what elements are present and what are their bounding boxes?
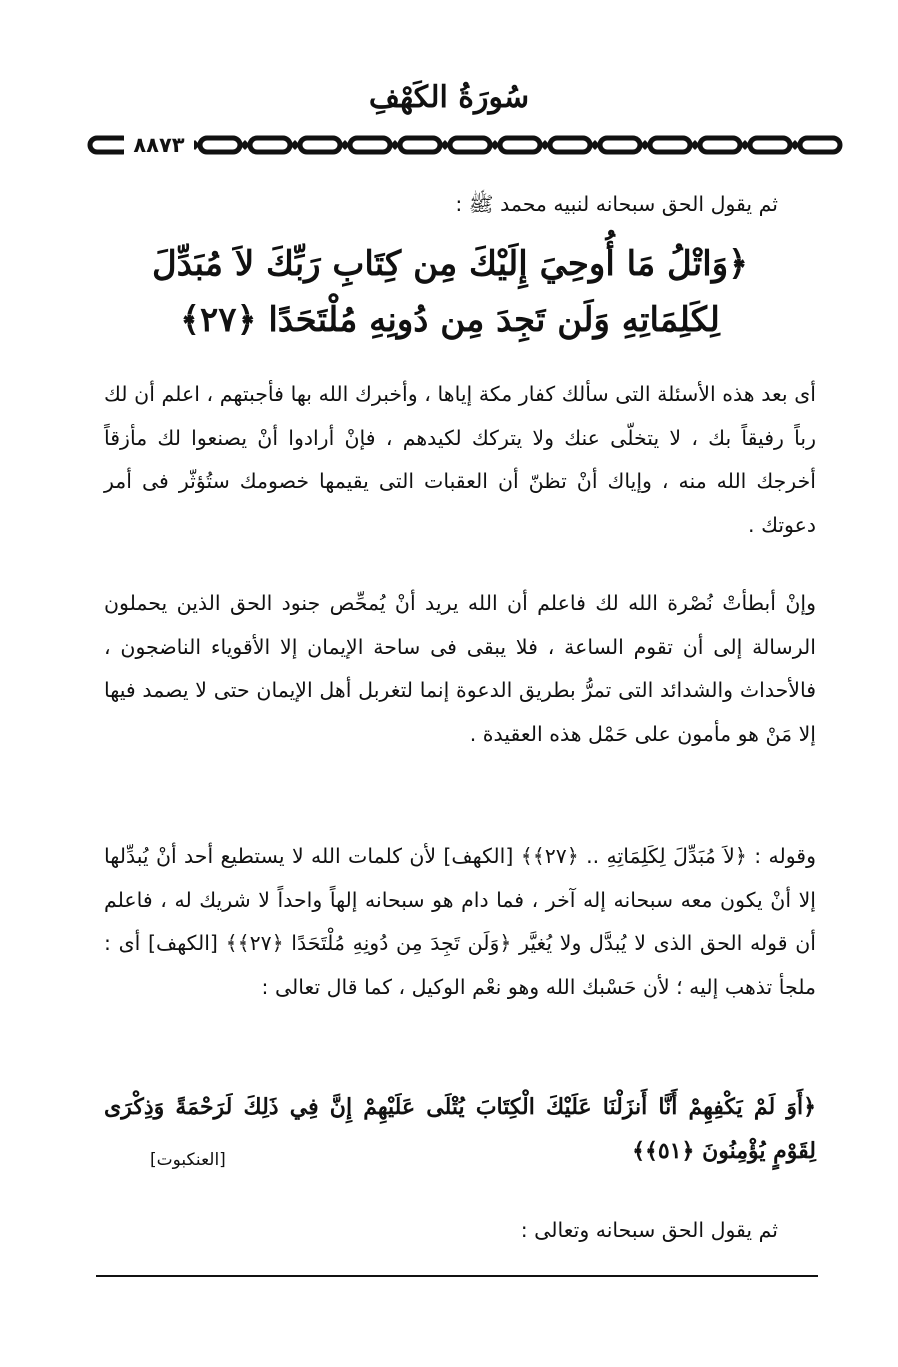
- ornament-chain-icon: [84, 130, 844, 160]
- paragraph-1: أى بعد هذه الأسئلة التى سألك كفار مكة إياها ، وأخبرك الله بها فأجبتهم ، اعلم أن لك رباً رفيقاً بك ، لا يتخلّى عنك ولا يتركك لكيدهم ، فإنْ أرادوا أنْ يصنعوا لك مأزقاً أخرجك الله منه ، وإياك أنْ تظنّ أن العقبات التى يقيمها خصومك ستُؤثّر فى أمر دعوتك .: [104, 382, 816, 537]
- intro-line: ثم يقول الحق سبحانه لنبيه محمد ﷺ :: [455, 192, 778, 216]
- closing-line: ثم يقول الحق سبحانه وتعالى :: [520, 1218, 778, 1242]
- verse-reference: [العنكبوت]: [150, 1150, 226, 1170]
- paragraph-3: وقوله : ﴿لاَ مُبَدِّلَ لِكَلِمَاتِهِ .. ﴿٢٧﴾﴾ [الكهف] لأن كلمات الله لا يستطيع أحد أنْ يُبدِّلها إلا أنْ يكون معه سبحانه إله آخر ، فما دام هو سبحانه إلهاً واحداً لا شريك له ، فاعلم أن قوله الحق الذى لا يُبدَّل ولا يُغيَّر ﴿وَلَن تَجِدَ مِن دُونِهِ مُلْتَحَدًا ﴿٢٧﴾﴾ [الكهف] أى : ملجأ تذهب إليه ؛ لأن حَسْبك الله وهو نعْم الوكيل ، كما قال تعالى :: [104, 844, 817, 999]
- quran-verse-main: ﴿وَاتْلُ مَا أُوحِيَ إِلَيْكَ مِن كِتَابِ رَبِّكَ لاَ مُبَدِّلَ لِكَلِمَاتِهِ وَلَن تَجِدَ مِن دُونِهِ مُلْتَحَدًا ﴿٢٧﴾: [151, 244, 749, 340]
- decorative-border: [84, 130, 844, 160]
- paragraph-2: وإنْ أبطأتْ نُصْرة الله لك فاعلم أن الله يريد أنْ يُمحِّص جنود الحق الذين يحملون الرسالة إلى أن تقوم الساعة ، فلا يبقى فى ساحة الإيمان إلا الأقوياء الناضجون ، فالأحداث والشدائد التى تمرُّ بطريق الدعوة إنما لتغربل أهل الإيمان حتى لا يصمد فيها إلا مَنْ هو مأمون على حَمْل هذه العقيدة .: [104, 591, 816, 746]
- footer-divider: [96, 1275, 818, 1277]
- page-number: ٨٨٧٣: [124, 132, 194, 158]
- surah-title: سُورَةُ الكَهْفِ: [368, 80, 530, 115]
- quran-verse-quote: ﴿أَوَ لَمْ يَكْفِهِمْ أَنَّا أَنزَلْنَا عَلَيْكَ الْكِتَابَ يُتْلَى عَلَيْهِمْ إِنَّ فِي ذَلِكَ لَرَحْمَةً وَذِكْرَى لِقَوْمٍ يُؤْمِنُونَ ﴿٥١﴾﴾: [104, 1094, 816, 1164]
